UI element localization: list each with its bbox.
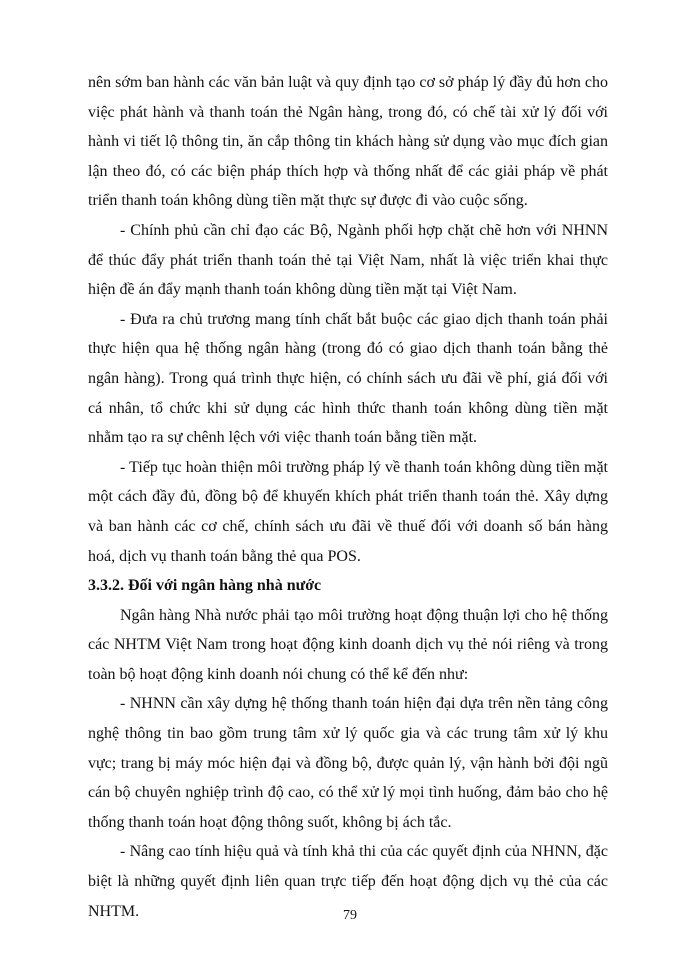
paragraph-continuation: nên sớm ban hành các văn bản luật và quy định tạo cơ sở pháp lý đầy đủ hơn cho việc phát hành và thanh toán thẻ Ngân hàng, trong đó, có chế tài xử lý đối với hành vi tiết lộ thông tin, ăn cắp thông tin khách hàng sử dụng vào mục đích gian lận theo đó, có các biện pháp thích hợp và thống nhất để các giải pháp về phát triển thanh toán không dùng tiền mặt thực sự được đi vào cuộc sống. (88, 74, 608, 210)
page-number: 79 (343, 908, 357, 923)
paragraph-state-bank-intro: Ngân hàng Nhà nước phải tạo môi trường hoạt động thuận lợi cho hệ thống các NHTM Việt Nam trong hoạt động kinh doanh dịch vụ thẻ nói riêng và trong toàn bộ hoạt động kinh doanh nói chung có thể kể đến như: (88, 606, 608, 683)
paragraph-decision-effectiveness: - Nâng cao tính hiệu quả và tính khả thi của các quyết định của NHNN, đặc biệt là những quyết định liên quan trực tiếp đến hoạt động dịch vụ thẻ của các NHTM. (88, 843, 608, 920)
paragraph-payment-system: - NHNN cần xây dựng hệ thống thanh toán hiện đại dựa trên nền tảng công nghệ thông tin bao gồm trung tâm xử lý quốc gia và các trung tâm xử lý khu vực; trang bị máy móc hiện đại và đồng bộ, được quản lý, vận hành bởi đội ngũ cán bộ chuyên nghiệp trình độ cao, có thể xử lý mọi tình huống, đảm bảo cho hệ thống thanh toán hoạt động thông suốt, không bị ách tắc. (88, 695, 608, 831)
paragraph-mandatory-policy: - Đưa ra chủ trương mang tính chất bắt buộc các giao dịch thanh toán phải thực hiện qua hệ thống ngân hàng (trong đó có giao dịch thanh toán bằng thẻ ngân hàng). Trong quá trình thực hiện, có chính sách ưu đãi về phí, giá đối với cá nhân, tổ chức khi sử dụng các hình thức thanh toán không dùng tiền mặt nhằm tạo ra sự chênh lệch với việc thanh toán bằng tiền mặt. (88, 310, 608, 447)
document-page (88, 68, 608, 926)
paragraph-government-direction: - Chính phủ cần chỉ đạo các Bộ, Ngành phối hợp chặt chẽ hơn với NHNN để thúc đẩy phát triển thanh toán thẻ tại Việt Nam, nhất là việc triển khai thực hiện đề án đẩy mạnh thanh toán không dùng tiền mặt tại Việt Nam. (88, 221, 608, 299)
paragraph-legal-environment: - Tiếp tục hoàn thiện môi trường pháp lý về thanh toán không dùng tiền mặt một cách đầy đủ, đồng bộ để khuyến khích phát triển thanh toán thẻ. Xây dựng và ban hành các cơ chế, chính sách ưu đãi về thuế đối với doanh số bán hàng hoá, dịch vụ thanh toán bằng thẻ qua POS. (88, 458, 608, 565)
section-heading: 3.3.2. Đối với ngân hàng nhà nước (88, 577, 322, 595)
